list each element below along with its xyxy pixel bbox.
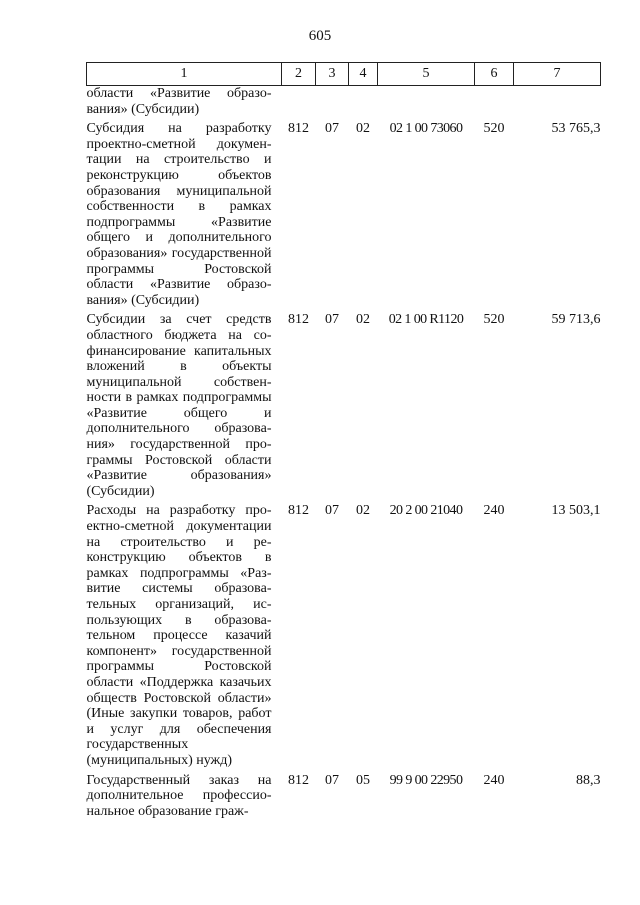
row-col6: 520	[483, 121, 505, 137]
row-col4: 02	[356, 121, 370, 137]
row-description: Государственный заказ на дополнительное профессиональное образование граж-	[86, 772, 272, 819]
table-row	[87, 312, 601, 499]
table-header-row	[87, 63, 601, 86]
row-col3: 07	[325, 121, 339, 137]
row-col4: 05	[356, 772, 370, 788]
row-col2: 812	[288, 772, 309, 788]
row-col3: 07	[325, 312, 339, 328]
table-row	[87, 503, 601, 768]
row-col4	[349, 86, 378, 118]
row-col5: 20 2 00 21040	[389, 503, 463, 519]
column-header-7: 7	[514, 63, 601, 86]
table-row	[87, 121, 601, 308]
column-header-4: 4	[349, 63, 378, 86]
row-col3	[316, 86, 349, 118]
row-col6: 240	[483, 503, 505, 519]
row-col4: 02	[356, 312, 370, 328]
budget-table	[86, 62, 601, 819]
row-col2: 812	[288, 312, 309, 328]
row-description: Расходы на разработку проектно-сметной документации на строительство и реконструкцию объектов в рамках подпрограммы «Развитие системы образовательных организаций, использующих в образовательном процессе казачий компонент» государственной программы Ростовской области «Поддержка казачьих обществ Ростовской области» (Иные закупки товаров, работ и услуг для обеспечения государственных (муниципальных) нужд)	[86, 503, 272, 768]
row-col7	[514, 86, 601, 118]
column-header-2: 2	[282, 63, 316, 86]
row-col7: 59 713,6	[551, 312, 601, 328]
row-col4: 02	[356, 503, 370, 519]
row-col5	[378, 86, 475, 118]
row-col5: 02 1 00 73060	[389, 121, 463, 137]
row-col5: 99 9 00 22950	[389, 772, 463, 788]
row-col6	[475, 86, 514, 118]
row-col3: 07	[325, 772, 339, 788]
row-col7: 13 503,1	[551, 503, 601, 519]
row-description: области «Развитие образования» (Субсидии)	[86, 86, 272, 117]
table-row	[87, 773, 601, 820]
column-header-5: 5	[378, 63, 475, 86]
row-col2: 812	[288, 503, 309, 519]
row-col7: 88,3	[576, 772, 601, 788]
column-header-3: 3	[316, 63, 349, 86]
row-col2	[282, 86, 316, 118]
row-description: Субсидия на разработку проектно-сметной документации на строительство и реконструкцию объектов образования муниципальной собственности в рамках подпрограммы «Развитие общего и дополнительного образования» государственной программы Ростовской области «Развитие образования» (Субсидии)	[86, 121, 272, 308]
page-number: 605	[308, 28, 332, 44]
row-col6: 240	[483, 772, 505, 788]
row-description: Субсидии за счет средств областного бюджета на софинансирование капитальных вложений в объекты муниципальной собственности в рамках подпрограммы «Развитие общего и дополнительного образования» государственной программы Ростовской области «Развитие образования» (Субсидии)	[86, 312, 272, 499]
row-col5: 02 1 00 R1120	[388, 312, 464, 328]
column-header-6: 6	[475, 63, 514, 86]
table-row	[87, 86, 601, 118]
column-header-1: 1	[87, 63, 282, 86]
row-col2: 812	[288, 121, 309, 137]
row-col6: 520	[483, 312, 505, 328]
row-col7: 53 765,3	[551, 121, 601, 137]
row-col3: 07	[325, 503, 339, 519]
